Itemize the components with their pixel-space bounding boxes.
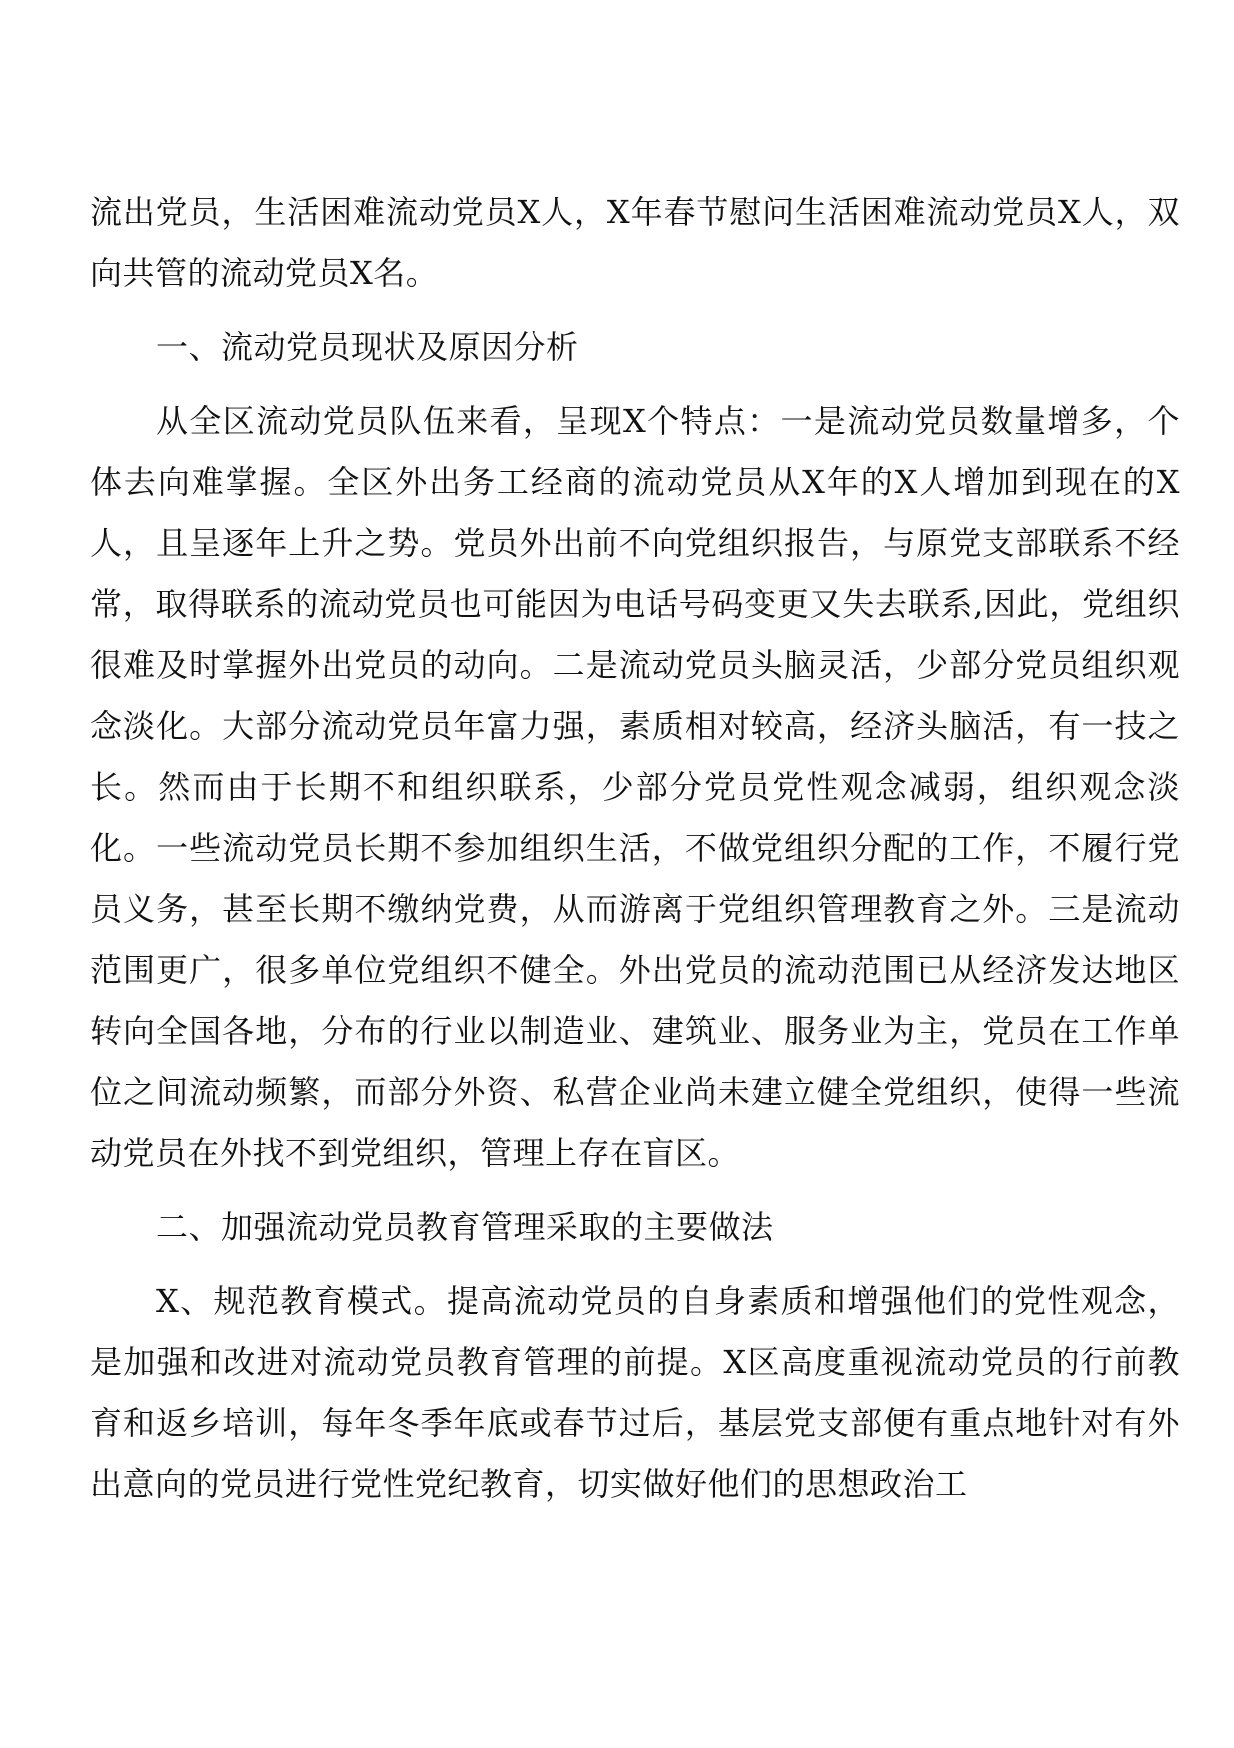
paragraph-status-analysis: 从全区流动党员队伍来看，呈现X个特点：一是流动党员数量增多，个体去向难掌握。全区外出务工经商的流动党员从X年的X人增加到现在的X人，且呈逐年上升之势。党员外出前不向党组织报告，与原党支部联系不经常，取得联系的流动党员也可能因为电话号码变更又失去联系,因此，党组织很难及时掌握外出党员的动向。二是流动党员头脑灵活，少部分党员组织观念淡化。大部分流动党员年富力强，素质相对较高，经济头脑活，有一技之长。然而由于长期不和组织联系，少部分党员党性观念减弱，组织观念淡化。一些流动党员长期不参加组织生活，不做党组织分配的工作，不履行党员义务，甚至长期不缴纳党费，从而游离于党组织管理教育之外。三是流动范围更广，很多单位党组织不健全。外出党员的流动范围已从经济发达地区转向全国各地，分布的行业以制造业、建筑业、服务业为主，党员在工作单位之间流动频繁，而部分外资、私营企业尚未建立健全党组织，使得一些流动党员在外找不到党组织，管理上存在盲区。 bbox=[90, 402, 1180, 1172]
paragraph-continuation: 流出党员，生活困难流动党员X人，X年春节慰问生活困难流动党员X人，双向共管的流动党员X名。 bbox=[90, 193, 1180, 292]
section-heading-1: 一、流动党员现状及原因分析 bbox=[156, 328, 579, 366]
paragraph-education-model: X、规范教育模式。提高流动党员的自身素质和增强他们的党性观念，是加强和改进对流动党员教育管理的前提。X区高度重视流动党员的行前教育和返乡培训，每年冬季年底或春节过后，基层党支部便有重点地针对有外出意向的党员进行党性党纪教育，切实做好他们的思想政治工 bbox=[90, 1282, 1180, 1503]
document-body bbox=[90, 182, 1180, 1515]
section-heading-2: 二、加强流动党员教育管理采取的主要做法 bbox=[156, 1208, 774, 1246]
